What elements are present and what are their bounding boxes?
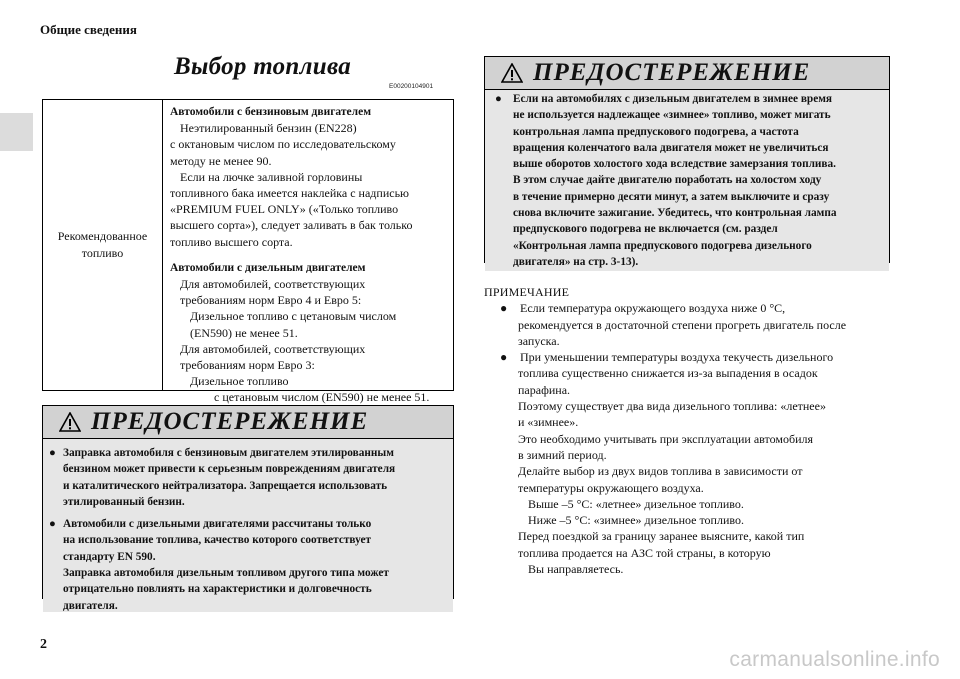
warning-header	[485, 57, 889, 90]
warning-line: отрицательно повлиять на характеристики и долговечность	[63, 583, 372, 596]
diesel-line: с цетановым числом (EN590) не менее 51.	[214, 390, 430, 405]
gasoline-line: Если на лючке заливной горловины	[180, 169, 363, 184]
note-line: рекомендуется в достаточной степени прогреть двигатель после	[518, 317, 847, 332]
gasoline-line: с октановым числом по исследовательскому	[170, 137, 396, 152]
warning-line: и каталитического нейтрализатора. Запрещается использовать	[63, 479, 388, 492]
note-line: Делайте выбор из двух видов топлива в зависимости от	[518, 464, 803, 479]
diesel-line: требованиям норм Евро 3:	[180, 358, 315, 373]
note-section	[484, 284, 904, 577]
diesel-heading: Автомобили с дизельным двигателем	[170, 261, 366, 274]
bullet-icon: ●	[495, 93, 502, 105]
warning-line: бензином может привести к серьезным повреждениям двигателя	[63, 463, 396, 476]
note-line: топлива продается на АЗС той страны, в которую	[518, 545, 771, 560]
diesel-line: (EN590) не менее 51.	[190, 325, 298, 340]
gasoline-line: Неэтилированный бензин (EN228)	[180, 121, 357, 136]
note-line: в зимний период.	[518, 447, 607, 462]
gasoline-line: высшего сорта»), следует заливать в бак только	[170, 218, 413, 233]
warning-line: выше оборотов холостого хода вследствие замерзания топлива.	[513, 158, 837, 171]
note-line: Ниже –5 °C: «зимнее» дизельное топливо.	[528, 513, 744, 528]
warning-box-right	[484, 56, 890, 268]
fuel-table-label: Рекомендованное топливо	[43, 100, 163, 390]
gasoline-line: «PREMIUM FUEL ONLY» («Только топливо	[170, 202, 399, 217]
warning-line: Автомобили с дизельными двигателями рассчитаны только	[63, 518, 372, 531]
warning-line: Если на автомобилях с дизельным двигателем в зимнее время	[513, 93, 833, 105]
warning-box-left	[42, 405, 454, 612]
section-title: Выбор топлива	[174, 53, 352, 80]
gasoline-heading: Автомобили с бензиновым двигателем	[170, 106, 372, 118]
warning-line: не используется надлежащее «зимнее» топливо, может мигать	[513, 109, 831, 122]
note-line: При уменьшении температуры воздуха текучесть дизельного	[520, 350, 834, 365]
warning-line: на использование топлива, качество которого соответствует	[63, 534, 372, 547]
fuel-table	[42, 99, 454, 405]
warning-line: Заправка автомобиля дизельным топливом другого типа может	[63, 567, 389, 580]
warning-line: контрольная лампа предпускового подогрева, а частота	[513, 125, 799, 138]
note-line: Перед поездкой за границу заранее выясните, какой тип	[518, 529, 805, 544]
gasoline-line: методу не менее 90.	[170, 153, 272, 168]
page-number: 2	[40, 637, 47, 652]
warning-line: вращения коленчатого вала двигателя может не увеличиться	[513, 141, 829, 154]
gasoline-line: топливо высшего сорта.	[170, 234, 293, 249]
note-line: Поэтому существует два вида дизельного топлива: «летнее»	[518, 399, 826, 414]
warning-item	[49, 516, 445, 614]
bullet-icon: ●	[49, 447, 56, 459]
diesel-line: Для автомобилей, соответствующих	[180, 341, 366, 356]
diesel-line: Для автомобилей, соответствующих	[180, 277, 366, 292]
header-title: Общие сведения	[40, 22, 137, 37]
note-line: и «зимнее».	[518, 415, 579, 430]
note-line: запуска.	[518, 333, 560, 348]
diesel-line: требованиям норм Евро 4 и Евро 5:	[180, 293, 362, 308]
bullet-icon: ●	[49, 518, 56, 531]
warning-item	[491, 91, 881, 270]
warning-line: стандарту EN 590.	[63, 550, 156, 563]
warning-line: снова включите зажигание. Убедитесь, что контрольная лампа	[513, 207, 837, 220]
note-line: Вы направляетесь.	[528, 562, 624, 577]
gasoline-line: топливного бака имеется наклейка с надписью	[170, 186, 410, 201]
warning-line: двигателя» на стр. 3-13).	[513, 255, 639, 268]
warning-line: В этом случае дайте двигателю поработать на холостом ходу	[513, 174, 822, 187]
warning-line: Заправка автомобиля с бензиновым двигателем этилированным	[63, 447, 394, 459]
note-item	[484, 300, 904, 349]
bullet-icon: ●	[500, 301, 508, 316]
warning-title: ПРЕДОСТЕРЕЖЕНИЕ	[533, 59, 811, 86]
watermark: carmanualsonline.info	[729, 648, 940, 671]
note-item	[484, 349, 904, 577]
warning-body	[485, 90, 889, 271]
warning-line: «Контрольная лампа предпускового подогрева дизельного	[513, 239, 812, 252]
section-code: E00200104901	[389, 83, 434, 90]
warning-line: двигателя.	[63, 599, 118, 612]
warning-triangle-icon	[59, 412, 81, 432]
note-title: ПРИМЕЧАНИЕ	[484, 285, 570, 299]
note-line: температуры окружающего воздуха.	[518, 480, 704, 495]
note-line: парафина.	[518, 382, 571, 397]
note-line: топлива существенно снижается из-за выпадения в осадок	[518, 366, 818, 381]
note-line: Выше –5 °C: «летнее» дизельное топливо.	[528, 496, 744, 511]
fuel-table-content	[163, 100, 453, 405]
warning-title: ПРЕДОСТЕРЕЖЕНИЕ	[91, 408, 369, 435]
diesel-line: Дизельное топливо	[190, 374, 289, 389]
warning-line: этилированный бензин.	[63, 495, 185, 508]
note-line: Если температура окружающего воздуха ниже 0 °C,	[520, 301, 786, 316]
side-tab-marker	[0, 113, 33, 151]
note-line: Это необходимо учитывать при эксплуатации автомобиля	[518, 431, 814, 446]
warning-item	[49, 445, 445, 510]
warning-body	[43, 439, 453, 612]
warning-triangle-icon	[501, 63, 523, 83]
bullet-icon: ●	[500, 350, 508, 365]
warning-line: в течение примерно десяти минут, а затем выключите и сразу	[513, 190, 830, 203]
warning-line: предпускового подогрева не включается (см. раздел	[513, 223, 778, 236]
diesel-line: Дизельное топливо с цетановым числом	[190, 309, 397, 324]
warning-header	[43, 406, 453, 439]
